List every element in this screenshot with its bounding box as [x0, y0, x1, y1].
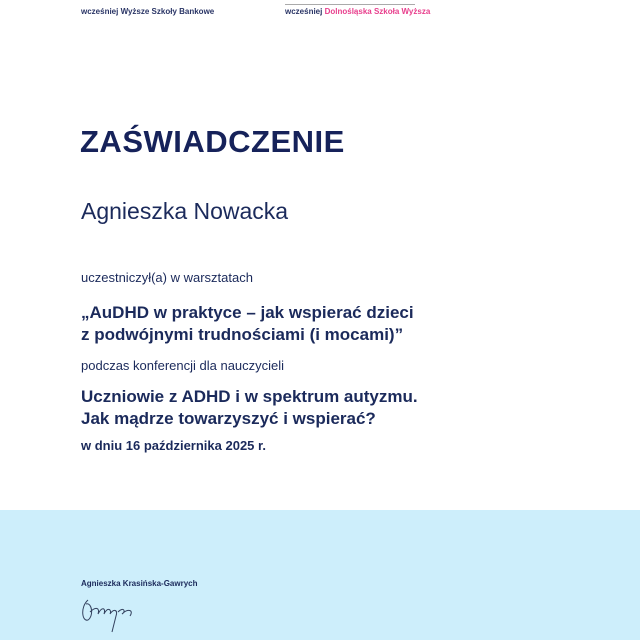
header-divider [285, 4, 415, 5]
former-prefix: wcześniej [285, 7, 323, 16]
recipient-name: Agnieszka Nowacka [81, 198, 289, 224]
header-former-name-left: wcześniej Wyższe Szkoły Bankowe [81, 7, 215, 16]
certificate-title: ZAŚWIADCZENIE [80, 124, 345, 159]
conference-title-line2: Jak mądrze towarzyszyć i wspierać? [81, 409, 376, 428]
workshop-title-line2: z podwójnymi trudnościami (i mocami)” [81, 325, 404, 344]
signer-name: Agnieszka Krasińska-Gawrych [81, 579, 198, 588]
former-school-name: Dolnośląska Szkoła Wyższa [324, 7, 431, 16]
conference-title-line1: Uczniowie z ADHD i w spektrum autyzmu. [81, 387, 418, 406]
workshop-title-line1: „AuDHD w praktyce – jak wspierać dzieci [81, 303, 414, 322]
conference-intro: podczas konferencji dla nauczycieli [81, 358, 285, 373]
signature-image [78, 592, 148, 637]
event-date: w dniu 16 października 2025 r. [81, 438, 266, 453]
participation-text: uczestniczył(a) w warsztatach [81, 270, 253, 285]
header-former-name-right [285, 7, 430, 16]
